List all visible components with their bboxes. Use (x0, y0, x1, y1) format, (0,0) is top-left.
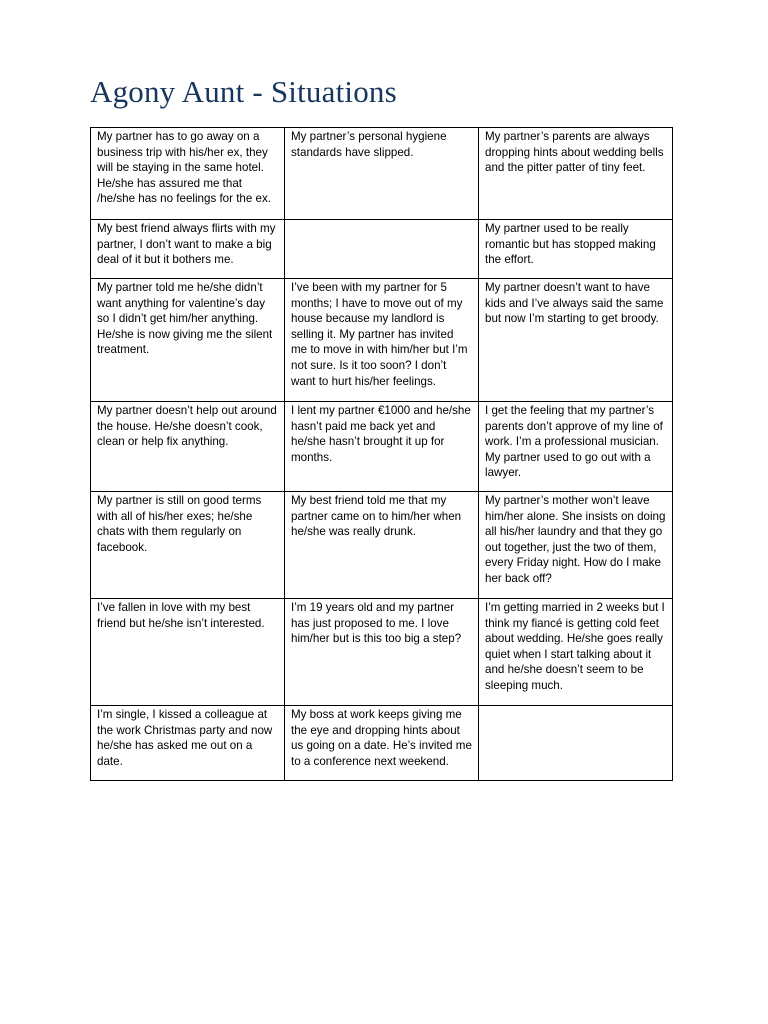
situation-cell: My partner doesn’t help out around the house. He/she doesn’t cook, clean or help fix anything. (91, 402, 285, 492)
situation-cell-empty (285, 220, 479, 279)
situation-cell: My partner told me he/she didn’t want anything for valentine’s day so I didn’t get him/her anything. He/she is now giving me the silent treatment. (91, 279, 285, 402)
situation-cell: I’m getting married in 2 weeks but I think my fiancé is getting cold feet about wedding. He/she goes really quiet when I start talking about it and he/she doesn’t seem to be sleeping much. (479, 599, 673, 706)
situation-cell: I’ve fallen in love with my best friend but he/she isn’t interested. (91, 599, 285, 706)
situation-cell: I get the feeling that my partner’s parents don’t approve of my line of work. I’m a professional musician. My partner used to go out with a lawyer. (479, 402, 673, 492)
situation-cell: My partner used to be really romantic but has stopped making the effort. (479, 220, 673, 279)
situation-cell: I lent my partner €1000 and he/she hasn’t paid me back yet and he/she hasn’t brought it up for months. (285, 402, 479, 492)
situation-cell: My best friend always flirts with my partner, I don’t want to make a big deal of it but it bothers me. (91, 220, 285, 279)
situation-cell: My partner’s parents are always dropping hints about wedding bells and the pitter patter of tiny feet. (479, 128, 673, 220)
table-row (91, 128, 673, 220)
situation-cell: My partner has to go away on a business trip with his/her ex, they will be staying in the same hotel. He/she has assured me that /he/she has no feelings for the ex. (91, 128, 285, 220)
table-row (91, 706, 673, 781)
situation-cell: My partner doesn’t want to have kids and I’ve always said the same but now I’m starting to get broody. (479, 279, 673, 402)
table-row (91, 279, 673, 402)
table-row (91, 220, 673, 279)
situation-cell: I’m single, I kissed a colleague at the work Christmas party and now he/she has asked me out on a date. (91, 706, 285, 781)
situation-cell: My boss at work keeps giving me the eye and dropping hints about us going on a date. He’s invited me to a conference next weekend. (285, 706, 479, 781)
situation-cell: I’ve been with my partner for 5 months; I have to move out of my house because my landlord is selling it. My partner has invited me to move in with him/her but I’m not sure. Is it too soon? I don’t want to hurt his/her feelings. (285, 279, 479, 402)
page-title: Agony Aunt - Situations (90, 74, 397, 109)
table-row (91, 492, 673, 599)
situation-cell: I’m 19 years old and my partner has just proposed to me. I love him/her but is this too big a step? (285, 599, 479, 706)
situation-cell: My partner’s personal hygiene standards have slipped. (285, 128, 479, 220)
situation-cell: My partner is still on good terms with all of his/her exes; he/she chats with them regularly on facebook. (91, 492, 285, 599)
table-row (91, 402, 673, 492)
situation-cell: My partner’s mother won’t leave him/her alone. She insists on doing all his/her laundry and that they go out together, just the two of them, every Friday night. How do I make her back off? (479, 492, 673, 599)
situation-cell: My best friend told me that my partner came on to him/her when he/she was really drunk. (285, 492, 479, 599)
situation-cell-empty (479, 706, 673, 781)
situations-table (90, 127, 673, 781)
table-row (91, 599, 673, 706)
